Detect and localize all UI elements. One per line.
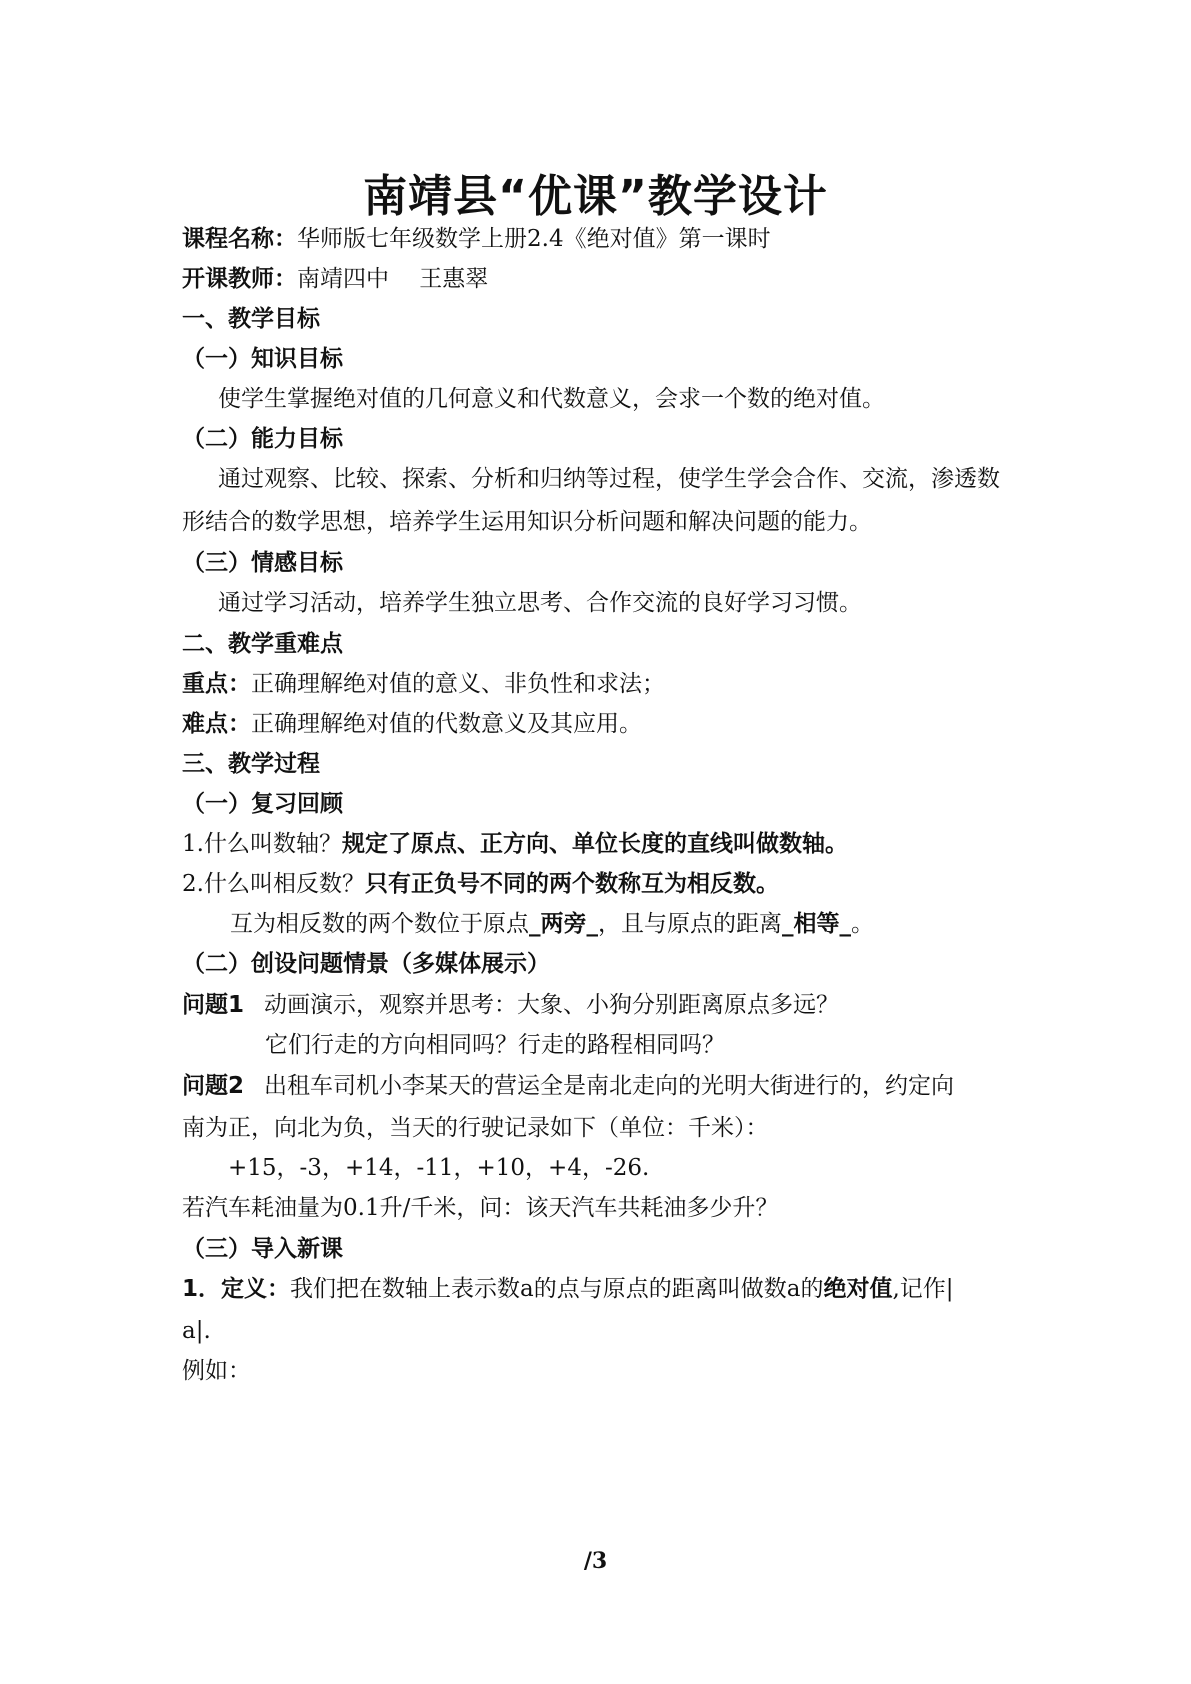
problem-1-label: 问题1 [182, 992, 245, 1018]
definition-label: 定义： [221, 1276, 291, 1302]
review-question-1 [182, 829, 1022, 859]
problem-1-line-1 [182, 990, 1022, 1020]
fill-in-end: 。 [851, 911, 874, 937]
key-point-value: 正确理解绝对值的意义、非负性和求法； [251, 671, 665, 697]
example-label: 例如： [182, 1358, 251, 1384]
fill-in-pre: 互为相反数的两个数位于原点 [230, 911, 529, 937]
definition-number: 1． [182, 1276, 222, 1302]
teacher-line [182, 264, 1022, 294]
key-point-line [182, 669, 1022, 699]
subsection-emotion-goal: （三）情感目标 [182, 550, 343, 576]
fill-in-blank-2: _相等_ [782, 911, 851, 937]
fill-in-blank-1: _两旁_ [529, 911, 598, 937]
teacher-label: 开课教师： [182, 266, 297, 292]
subsection-knowledge-goal: （一）知识目标 [182, 346, 343, 372]
definition-tail: ,记作| [892, 1276, 954, 1302]
subsection-problem-scenario: （二）创设问题情景（多媒体展示） [182, 951, 550, 977]
page-number: /3 [583, 1548, 608, 1574]
knowledge-goal-text: 使学生掌握绝对值的几何意义和代数意义，会求一个数的绝对值。 [218, 386, 885, 412]
definition-tail-2: a|. [182, 1318, 211, 1344]
emotion-goal-text: 通过学习活动，培养学生独立思考、合作交流的良好学习习惯。 [218, 590, 862, 616]
problem-1-text-2: 它们行走的方向相同吗？行走的路程相同吗？ [265, 1032, 725, 1058]
teacher-value: 南靖四中 王惠翠 [297, 266, 489, 292]
subsection-ability-goal: （二）能力目标 [182, 426, 343, 452]
course-label: 课程名称： [182, 226, 297, 252]
problem-2-label: 问题2 [182, 1073, 245, 1099]
question-1-answer: 规定了原点、正方向、单位长度的直线叫做数轴。 [341, 831, 848, 857]
ability-goal-text-2: 形结合的数学思想，培养学生运用知识分析问题和解决问题的能力。 [182, 509, 872, 535]
subsection-new-lesson: （三）导入新课 [182, 1236, 343, 1262]
key-point-label: 重点： [182, 671, 251, 697]
page-title: 南靖县“优课”教学设计 [363, 171, 828, 222]
problem-2-text-1: 出租车司机小李某天的营运全是南北走向的光明大街进行的，约定向 [264, 1073, 955, 1099]
section-key-points: 二、教学重难点 [182, 631, 343, 657]
difficult-point-value: 正确理解绝对值的代数意义及其应用。 [251, 711, 642, 737]
course-line [182, 224, 1022, 254]
problem-1-text-1: 动画演示，观察并思考：大象、小狗分别距离原点多远？ [264, 992, 840, 1018]
subsection-review: （一）复习回顾 [182, 791, 343, 817]
question-2-text: 2.什么叫相反数？ [182, 871, 365, 897]
problem-2-text-3: 若汽车耗油量为0.1升/千米，问：该天汽车共耗油多少升？ [182, 1195, 779, 1221]
question-2-answer: 只有正负号不同的两个数称互为相反数。 [364, 871, 779, 897]
definition-term: 绝对值 [823, 1276, 893, 1302]
fill-in-line [230, 909, 1070, 939]
problem-2-data: +15，-3，+14，-11，+10，+4，-26. [228, 1155, 650, 1181]
difficult-point-line [182, 709, 1022, 739]
difficult-point-label: 难点： [182, 711, 251, 737]
ability-goal-text-1: 通过观察、比较、探索、分析和归纳等过程，使学生学会合作、交流，渗透数 [218, 466, 1000, 492]
course-value: 华师版七年级数学上册2.4《绝对值》第一课时 [297, 226, 771, 252]
problem-2-line-1 [182, 1071, 1022, 1101]
question-1-text: 1.什么叫数轴？ [182, 831, 342, 857]
review-question-2 [182, 869, 1022, 899]
fill-in-mid: ，且与原点的距离 [598, 911, 782, 937]
section-teaching-process: 三、教学过程 [182, 751, 320, 777]
section-teaching-goals: 一、教学目标 [182, 306, 320, 332]
definition-text: 我们把在数轴上表示数a的点与原点的距离叫做数a的 [290, 1276, 824, 1302]
problem-2-text-2: 南为正，向北为负，当天的行驶记录如下（单位：千米）： [182, 1115, 769, 1141]
definition-line [182, 1274, 1022, 1304]
